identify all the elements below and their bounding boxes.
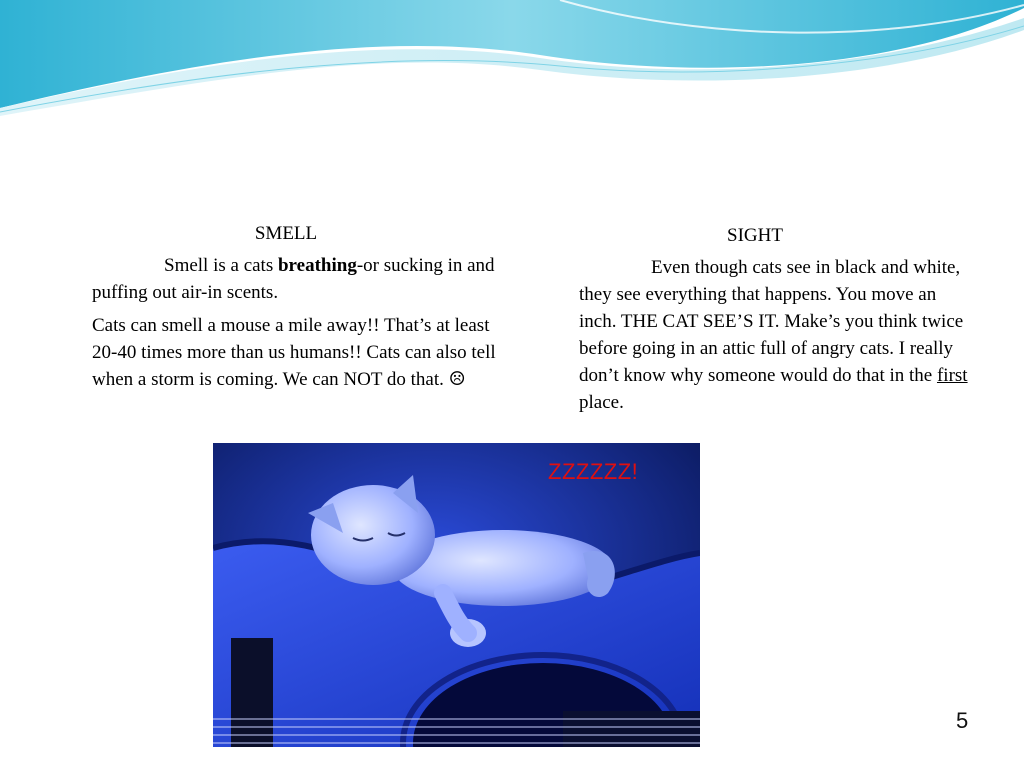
- smell-paragraph-2: [92, 312, 502, 393]
- sleeping-kitten-illustration: [213, 443, 700, 747]
- sight-paragraph: [579, 254, 969, 416]
- photo-caption: ZZZZZZ!: [548, 459, 639, 484]
- slide-number: 5: [956, 708, 969, 733]
- kitten-guitar-photo: [213, 443, 700, 747]
- sight-section: [579, 222, 969, 416]
- smell-bold-word: breathing: [277, 255, 357, 276]
- sight-text-2: place.: [579, 392, 624, 413]
- sight-heading: SIGHT: [727, 225, 783, 246]
- smell-heading: SMELL: [254, 223, 318, 244]
- smell-section: [92, 220, 502, 393]
- sight-text-1: Even though cats see in black and white, they see everything that happens. You move an inch. THE CAT SEE’S IT. Make’s you think twice before going in an attic full of angry cats. I really don’t know why someone would do that in the: [579, 257, 964, 386]
- sight-underline-word: first: [936, 365, 968, 386]
- smell-text-1a: Smell is a cats: [164, 255, 278, 276]
- smell-paragraph-1: [92, 252, 502, 306]
- smell-text-2: Cats can smell a mouse a mile away!! That’s at least 20-40 times more than us humans!! Cats can also tell when a storm is coming. We can NOT do that.: [92, 315, 496, 390]
- sad-face-icon: ☹: [448, 369, 466, 390]
- header-wave-decoration: [0, 0, 1024, 120]
- smell-text-1b: -or sucking in and puffing out air-in scents.: [92, 255, 495, 303]
